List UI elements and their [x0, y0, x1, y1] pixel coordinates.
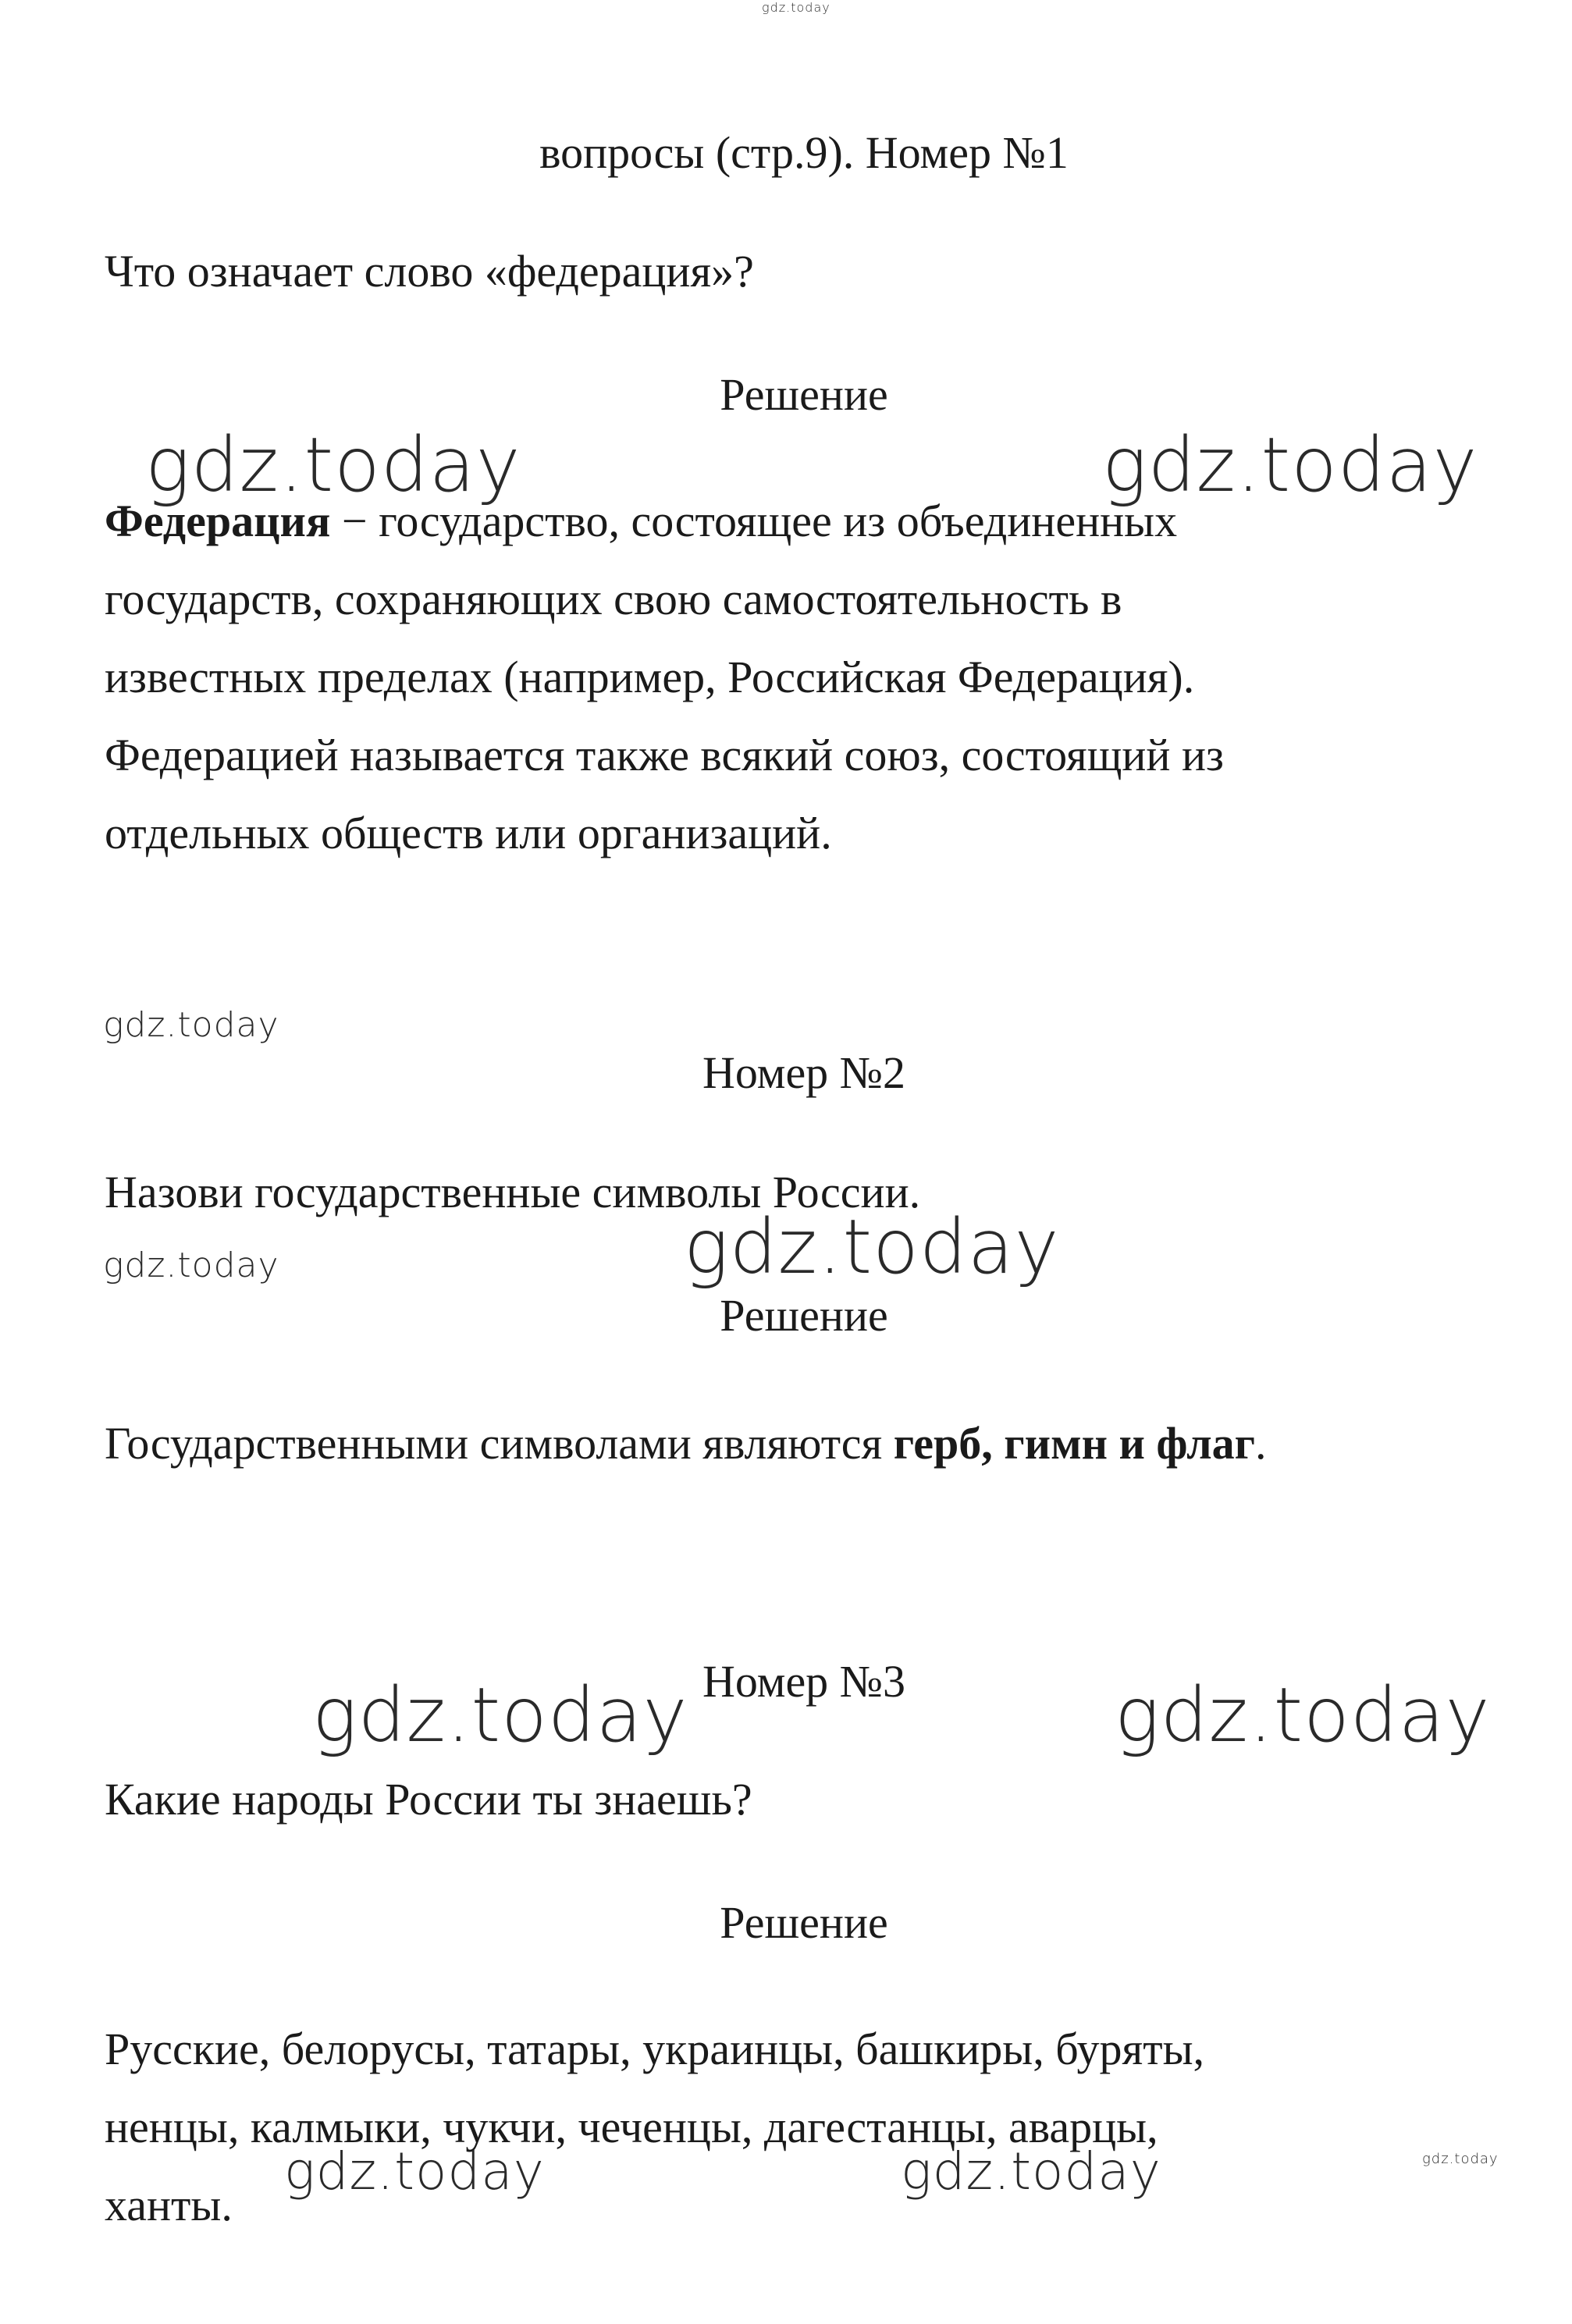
q1-question: Что означает слово «федерация»? — [105, 246, 754, 297]
q3-answer-line-3: ханты. — [105, 2180, 233, 2230]
q2-solution-label: Решение — [720, 1290, 888, 1341]
watermark-large: gdz.today — [901, 2141, 1161, 2201]
q1-answer-line-2: государств, сохраняющих свою самостоятельность в — [105, 574, 1122, 624]
watermark-medium: gdz.today — [103, 1005, 279, 1045]
watermark-large: gdz.today — [145, 421, 521, 509]
q1-solution-label: Решение — [720, 369, 888, 420]
q2-answer-bold: герб, гимн и флаг — [893, 1418, 1255, 1469]
watermark-small: gdz.today — [1422, 2151, 1499, 2167]
q3-answer-line-1: Русские, белорусы, татары, украинцы, башкиры, буряты, — [105, 2024, 1205, 2074]
q1-answer-line-4: Федерацией называется также всякий союз, состоящий из — [105, 730, 1224, 780]
q1-answer — [105, 482, 1525, 872]
q1-answer-term: Федерация — [105, 496, 331, 546]
q3-answer — [105, 2010, 1525, 2244]
q3-title: Номер №3 — [702, 1656, 906, 1707]
watermark-large: gdz.today — [284, 2141, 545, 2201]
watermark-large: gdz.today — [1115, 1672, 1491, 1759]
q1-title: вопросы (стр.9). Номер №1 — [539, 127, 1069, 178]
q3-answer-line-2: ненцы, калмыки, чукчи, чеченцы, дагестанцы, аварцы, — [105, 2102, 1158, 2152]
q3-question: Какие народы России ты знаешь? — [105, 1774, 752, 1825]
watermark-large: gdz.today — [1102, 421, 1478, 509]
header-watermark: gdz.today — [762, 0, 830, 15]
q1-answer-line-5: отдельных обществ или организаций. — [105, 808, 832, 858]
q2-answer — [105, 1405, 1266, 1483]
q2-answer-prefix: Государственными символами являются — [105, 1418, 894, 1469]
q2-question: Назови государственные символы России. — [105, 1167, 921, 1217]
q2-title: Номер №2 — [702, 1047, 906, 1098]
q1-answer-text-1: − государство, состоящее из объединенных — [330, 496, 1178, 546]
watermark-large: gdz.today — [312, 1672, 688, 1759]
q2-answer-suffix: . — [1254, 1418, 1267, 1469]
q3-solution-label: Решение — [720, 1897, 888, 1948]
watermark-large: gdz.today — [684, 1203, 1060, 1291]
watermark-medium: gdz.today — [103, 1246, 279, 1285]
q1-answer-line-3: известных пределах (например, Российская Федерация). — [105, 652, 1195, 702]
